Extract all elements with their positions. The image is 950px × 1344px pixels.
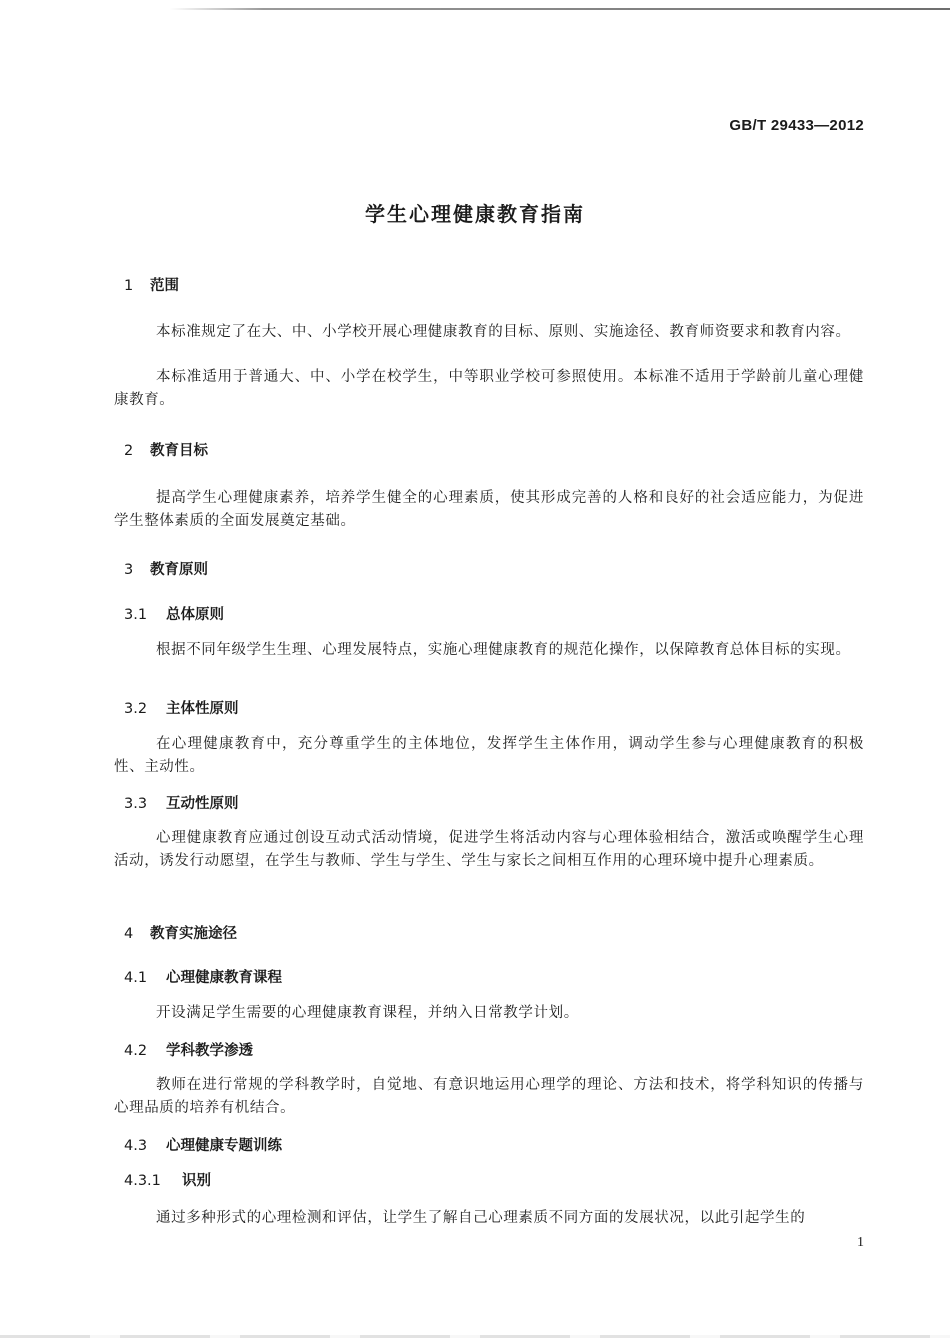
subsection-heading-4-2 xyxy=(124,1039,253,1060)
section-heading-2 xyxy=(124,439,208,460)
section-number: 4.1 xyxy=(124,970,148,986)
section-number: 2 xyxy=(124,443,134,459)
paragraph: 根据不同年级学生生理、心理发展特点，实施心理健康教育的规范化操作，以保障教育总体目标的实现。 xyxy=(156,642,851,658)
standard-code: GB/T 29433—2012 xyxy=(729,117,864,134)
section-title: 教育原则 xyxy=(150,562,208,578)
scan-edge-top xyxy=(170,8,950,10)
paragraph: 提高学生心理健康素养，培养学生健全的心理素质，使其形成完善的人格和良好的社会适应能力，为促进学生整体素质的全面发展奠定基础。 xyxy=(114,490,864,529)
section-title: 识别 xyxy=(182,1173,211,1189)
section-number: 3.3 xyxy=(124,796,148,812)
section-number: 4.3 xyxy=(124,1138,148,1154)
section-title: 心理健康教育课程 xyxy=(166,970,282,986)
paragraph: 开设满足学生需要的心理健康教育课程，并纳入日常教学计划。 xyxy=(156,1005,579,1021)
section-heading-3 xyxy=(124,558,208,579)
subsection-heading-3-3 xyxy=(124,792,239,813)
subsection-heading-4-1 xyxy=(124,966,282,987)
section-heading-1 xyxy=(124,274,179,295)
document-title: 学生心理健康教育指南 xyxy=(365,202,585,226)
section-title: 教育实施途径 xyxy=(150,926,237,942)
section-number: 3 xyxy=(124,562,134,578)
subsection-heading-3-2 xyxy=(124,697,239,718)
section-number: 4.3.1 xyxy=(124,1173,161,1189)
section-title: 教育目标 xyxy=(150,443,208,459)
section-number: 3.1 xyxy=(124,607,148,623)
paragraph: 本标准规定了在大、中、小学校开展心理健康教育的目标、原则、实施途径、教育师资要求和教育内容。 xyxy=(156,324,851,340)
section-title: 心理健康专题训练 xyxy=(166,1138,282,1154)
subsection-heading-3-1 xyxy=(124,603,224,624)
scan-edge-bottom xyxy=(0,1335,950,1338)
paragraph: 心理健康教育应通过创设互动式活动情境，促进学生将活动内容与心理体验相结合，激活或唤醒学生心理活动，诱发行动愿望，在学生与教师、学生与学生、学生与家长之间相互作用的心理环境中提升心理素质。 xyxy=(114,830,864,869)
subsection-heading-4-3 xyxy=(124,1134,282,1155)
paragraph: 本标准适用于普通大、中、小学在校学生，中等职业学校可参照使用。本标准不适用于学龄前儿童心理健康教育。 xyxy=(114,369,864,408)
section-number: 4.2 xyxy=(124,1043,148,1059)
paragraph: 教师在进行常规的学科教学时，自觉地、有意识地运用心理学的理论、方法和技术，将学科知识的传播与心理品质的培养有机结合。 xyxy=(114,1077,864,1116)
section-title: 范围 xyxy=(150,278,179,294)
paragraph: 在心理健康教育中，充分尊重学生的主体地位，发挥学生主体作用，调动学生参与心理健康教育的积极性、主动性。 xyxy=(114,736,864,775)
section-number: 3.2 xyxy=(124,701,148,717)
section-title: 总体原则 xyxy=(166,607,224,623)
page-number: 1 xyxy=(857,1235,864,1250)
subsection-heading-4-3-1 xyxy=(124,1169,211,1190)
paragraph: 通过多种形式的心理检测和评估，让学生了解自己心理素质不同方面的发展状况，以此引起学生的 xyxy=(156,1210,806,1226)
section-title: 互动性原则 xyxy=(166,796,239,812)
section-title: 主体性原则 xyxy=(166,701,239,717)
section-number: 4 xyxy=(124,926,134,942)
section-number: 1 xyxy=(124,278,134,294)
section-heading-4 xyxy=(124,922,237,943)
section-title: 学科教学渗透 xyxy=(166,1043,253,1059)
